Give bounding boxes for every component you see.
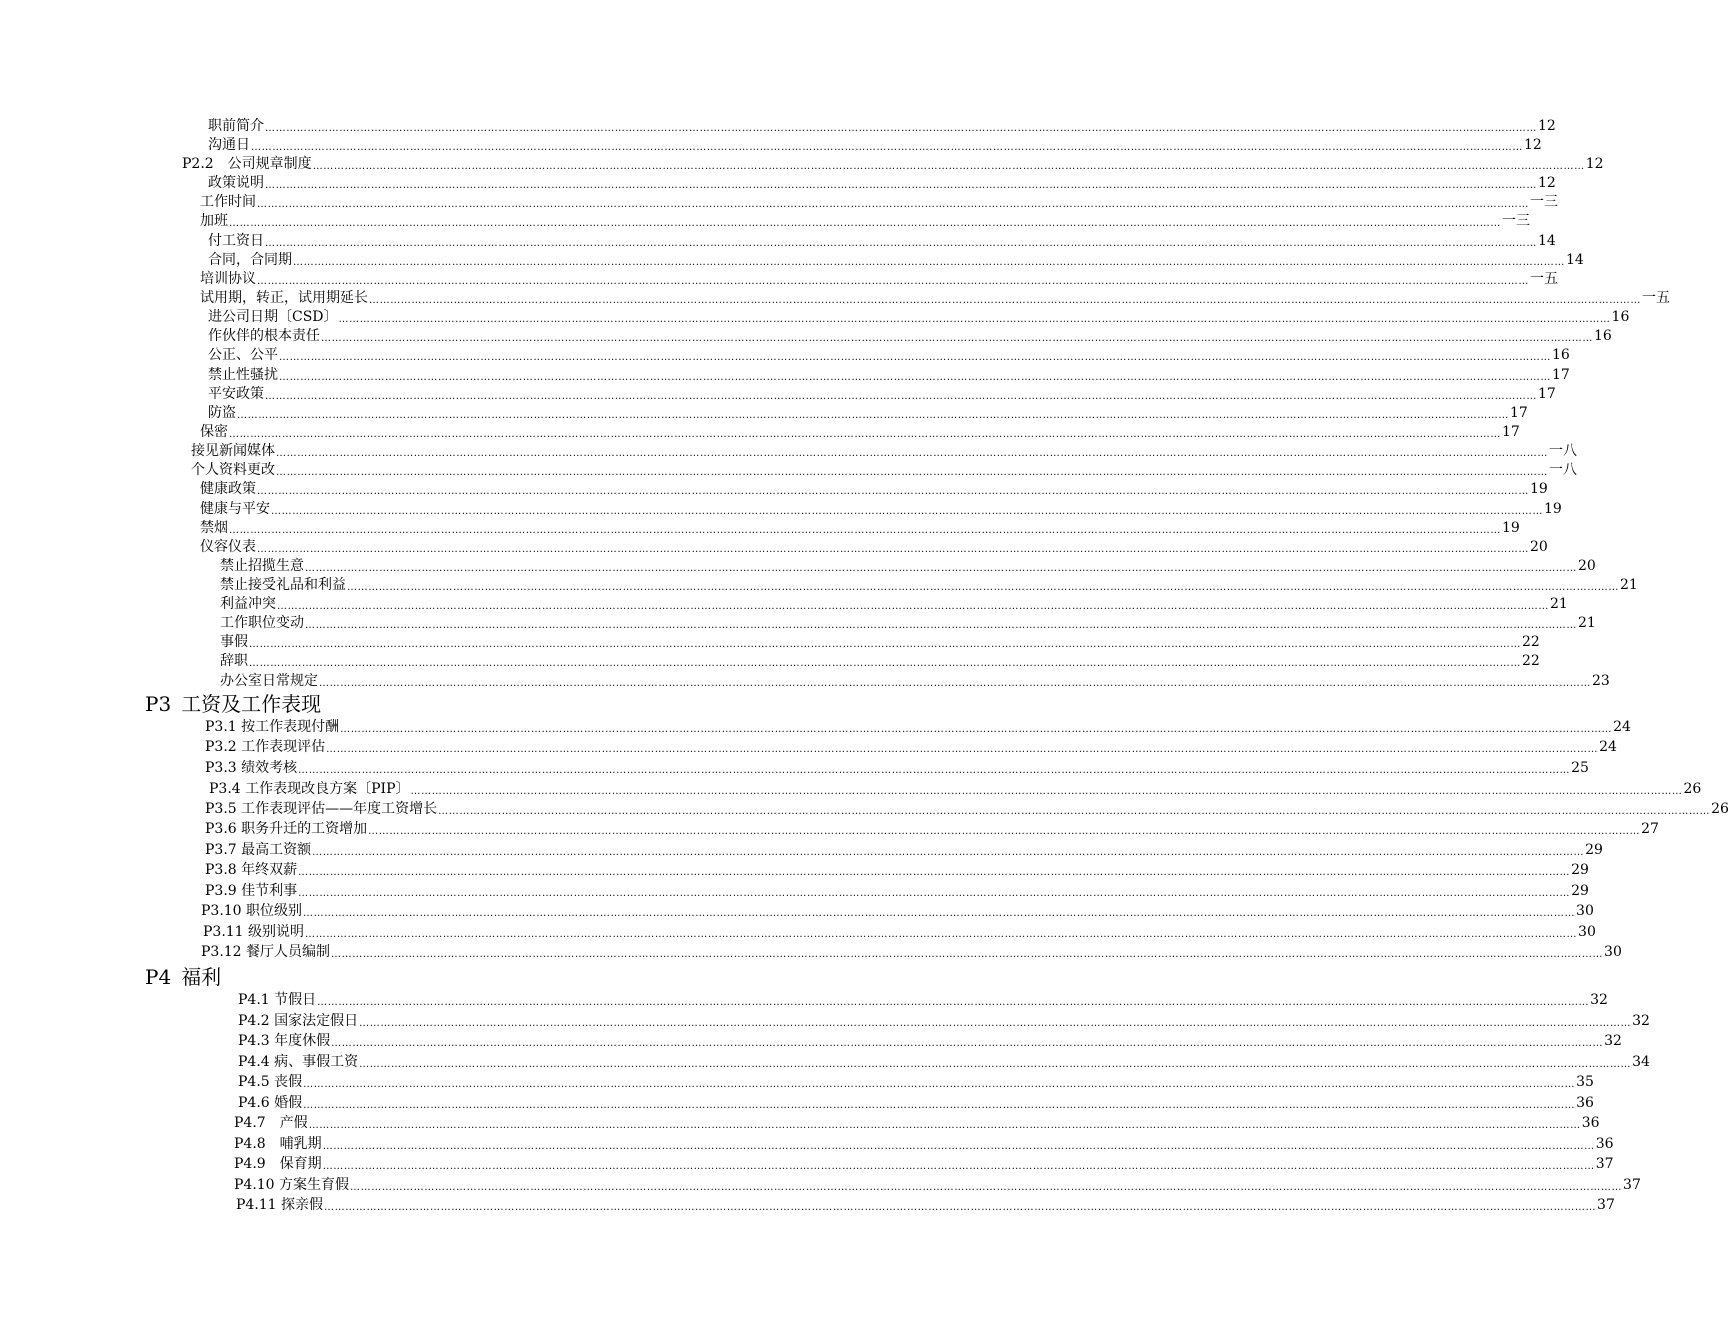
toc-leader: ……………………………………………………………………………………………………………………………………………………………………………………………………………………………………………………………………………………………………………………………… [317,997,1590,1008]
toc-leader: ……………………………………………………………………………………………………………………………………………………………………………………………………………………………………………………………………………………………………………………………… [305,929,1578,940]
toc-line [201,943,1622,962]
toc-leader: ……………………………………………………………………………………………………………………………………………………………………………………………………………………………………………………………………………………………………………………………… [298,888,1571,899]
toc-page-number: 29 [1571,862,1589,878]
toc-line [191,461,1577,480]
toc-label: 接见新闻媒体 [191,443,275,459]
toc-page-number: 37 [1623,1177,1641,1193]
section-number: P3 [145,692,172,716]
toc-page-number: 22 [1522,634,1540,650]
toc-label: 培训协议 [200,271,256,287]
toc-page-number: 17 [1502,424,1520,440]
toc-line [205,718,1631,737]
toc-label: P4.2 国家法定假日 [238,1013,359,1029]
toc-leader: ……………………………………………………………………………………………………………………………………………………………………………………………………………………………………………………………………………………………………………………………… [340,724,1613,735]
toc-leader: ……………………………………………………………………………………………………………………………………………………………………………………………………………………………………………………………………………………………………………………………… [322,1161,1595,1172]
toc-page-number: 24 [1613,719,1631,735]
toc-line [205,800,1729,819]
toc-line [208,346,1570,365]
toc-line [200,212,1530,231]
toc-page-number: 30 [1576,903,1594,919]
section-heading-p4 [145,965,221,989]
toc-line [208,404,1528,423]
toc-leader: ……………………………………………………………………………………………………………………………………………………………………………………………………………………………………………………………………………………………………………………………… [312,847,1585,858]
toc-label: 平安政策 [208,386,264,402]
toc-page-number: 25 [1571,760,1589,776]
toc-line [209,780,1702,799]
toc-page-number: 17 [1538,386,1556,402]
toc-line [234,1114,1600,1133]
toc-leader: ……………………………………………………………………………………………………………………………………………………………………………………………………………………………………………………………………………………………………………………………… [279,372,1551,383]
toc-leader: ……………………………………………………………………………………………………………………………………………………………………………………………………………………………………………………………………………………………………………………………… [265,180,1537,191]
toc-page-number: 23 [1592,673,1610,689]
toc-line [238,991,1608,1010]
toc-label: P4.4 病、事假工资 [238,1054,359,1070]
toc-page-number: 一八 [1549,462,1577,478]
toc-page-number: 20 [1578,558,1596,574]
toc-page-number: 17 [1510,405,1528,421]
toc-line [191,442,1577,461]
toc-leader: ……………………………………………………………………………………………………………………………………………………………………………………………………………………………………………………………………………………………………………………………… [229,429,1501,440]
toc-label: 进公司日期〔CSD〕 [208,309,338,325]
toc-leader: ……………………………………………………………………………………………………………………………………………………………………………………………………………………………………………………………………………………………………………………………… [271,506,1543,517]
toc-line [208,385,1556,404]
toc-label: P3.8 年终双薪 [205,862,298,878]
toc-line [205,841,1603,860]
toc-leader: ……………………………………………………………………………………………………………………………………………………………………………………………………………………………………………………………………………………………………………………………… [265,238,1537,249]
toc-page-number: 12 [1524,137,1542,153]
toc-line [208,327,1612,346]
toc-label: 防盗 [208,405,236,421]
toc-label: 公正、公平 [208,347,278,363]
toc-page-number: 32 [1604,1033,1622,1049]
toc-line [238,1032,1622,1051]
toc-line [238,1073,1594,1092]
toc-page-number: 19 [1530,481,1548,497]
toc-leader: ……………………………………………………………………………………………………………………………………………………………………………………………………………………………………………………………………………………………………………………………… [303,1100,1576,1111]
toc-line [200,193,1558,212]
toc-page-number: 一八 [1549,443,1577,459]
toc-leader: ……………………………………………………………………………………………………………………………………………………………………………………………………………………………………………………………………………………………………………………………… [410,786,1683,797]
toc-label: 仪容仪表 [200,539,256,555]
toc-label: P4.6 婚假 [238,1095,303,1111]
toc-label: P3.1 按工作表现付酬 [205,719,340,735]
toc-page-number: 36 [1581,1115,1600,1131]
toc-label: 健康与平安 [200,501,270,517]
toc-page-number: 27 [1641,821,1659,837]
toc-leader: ……………………………………………………………………………………………………………………………………………………………………………………………………………………………………………………………………………………………………………………………… [321,333,1593,344]
toc-label: 保密 [200,424,228,440]
toc-line [220,614,1596,633]
toc-line [205,820,1659,839]
toc-leader: ……………………………………………………………………………………………………………………………………………………………………………………………………………………………………………………………………………………………………………………………… [237,410,1509,421]
toc-label: 办公室日常规定 [220,673,318,689]
toc-line [200,289,1670,308]
toc-label: P3.11 级别说明 [203,924,305,940]
toc-label: P3.10 职位级别 [201,903,303,919]
toc-label: P2.2 公司规章制度 [182,156,312,172]
toc-line [208,366,1570,385]
toc-leader: ……………………………………………………………………………………………………………………………………………………………………………………………………………………………………………………………………………………………………………………………… [257,544,1529,555]
toc-page-number: 36 [1595,1136,1614,1152]
section-title: 福利 [181,965,222,989]
toc-label: 事假 [220,634,248,650]
toc-leader: ……………………………………………………………………………………………………………………………………………………………………………………………………………………………………………………………………………………………………………………………… [293,257,1565,268]
toc-leader: ……………………………………………………………………………………………………………………………………………………………………………………………………………………………………………………………………………………………………………………………… [322,1141,1595,1152]
toc-leader: ……………………………………………………………………………………………………………………………………………………………………………………………………………………………………………………………………………………………………………………………… [324,1202,1597,1213]
toc-page-number: 21 [1550,596,1568,612]
toc-page-number: 30 [1604,944,1622,960]
toc-leader: ……………………………………………………………………………………………………………………………………………………………………………………………………………………………………………………………………………………………………………………………… [331,949,1604,960]
toc-page-number: 一五 [1642,290,1670,306]
toc-leader: ……………………………………………………………………………………………………………………………………………………………………………………………………………………………………………………………………………………………………………………………… [350,1182,1623,1193]
toc-label: 沟通日 [208,137,250,153]
toc-leader: ……………………………………………………………………………………………………………………………………………………………………………………………………………………………………………………………………………………………………………………………… [359,1018,1632,1029]
toc-line [220,633,1540,652]
toc-page-number: 12 [1585,156,1604,172]
toc-label: P4.8 哺乳期 [234,1136,322,1152]
toc-label: P4.10 方案生育假 [234,1177,350,1193]
toc-page-number: 19 [1502,520,1520,536]
toc-page-number: 32 [1632,1013,1650,1029]
section-title: 工资及工作表现 [181,692,322,716]
toc-page-number: 16 [1611,309,1630,325]
toc-page-number: 21 [1620,577,1638,593]
toc-label: 禁烟 [200,520,228,536]
toc-label: 工作职位变动 [220,615,304,631]
toc-page-number: 22 [1522,653,1540,669]
toc-leader: ……………………………………………………………………………………………………………………………………………………………………………………………………………………………………………………………………………………………………………………………… [305,563,1577,574]
toc-line [200,480,1548,499]
toc-line [220,652,1540,671]
toc-line [208,174,1556,193]
toc-page-number: 24 [1599,739,1617,755]
toc-line [238,1012,1650,1031]
toc-label: P3.5 工作表现评估——年度工资增长 [205,801,438,817]
toc-leader: ……………………………………………………………………………………………………………………………………………………………………………………………………………………………………………………………………………………………………………………………… [249,658,1521,669]
toc-page-number: 一五 [1530,271,1558,287]
toc-page-number: 29 [1585,842,1603,858]
toc-label: 辞职 [220,653,248,669]
toc-leader: ……………………………………………………………………………………………………………………………………………………………………………………………………………………………………………………………………………………………………………………………… [312,161,1585,172]
toc-leader: ……………………………………………………………………………………………………………………………………………………………………………………………………………………………………………………………………………………………………………………………… [305,620,1577,631]
toc-line [205,738,1617,757]
toc-leader: ……………………………………………………………………………………………………………………………………………………………………………………………………………………………………………………………………………………………………………………………… [326,744,1599,755]
toc-line [208,251,1584,270]
toc-page-number: 26 [1683,781,1702,797]
toc-leader: ……………………………………………………………………………………………………………………………………………………………………………………………………………………………………………………………………………………………………………………………… [359,1059,1632,1070]
toc-line [208,232,1556,251]
toc-label: 利益冲突 [220,596,276,612]
toc-page-number: 32 [1590,992,1608,1008]
toc-leader: ……………………………………………………………………………………………………………………………………………………………………………………………………………………………………………………………………………………………………………………………… [298,867,1571,878]
toc-line [205,882,1589,901]
toc-leader: ……………………………………………………………………………………………………………………………………………………………………………………………………………………………………………………………………………………………………………………………… [251,142,1523,153]
toc-leader: ……………………………………………………………………………………………………………………………………………………………………………………………………………………………………………………………………………………………………………………………… [257,199,1529,210]
toc-leader: ……………………………………………………………………………………………………………………………………………………………………………………………………………………………………………………………………………………………………………………………… [279,352,1551,363]
toc-leader: ……………………………………………………………………………………………………………………………………………………………………………………………………………………………………………………………………………………………………………………………… [303,908,1576,919]
toc-line [203,923,1596,942]
toc-page-number: 16 [1594,328,1612,344]
toc-line [200,519,1520,538]
toc-label: P4.1 节假日 [238,992,317,1008]
toc-label: P3.12 餐厅人员编制 [201,944,331,960]
toc-label: 禁止性骚扰 [208,367,278,383]
toc-line [238,1094,1594,1113]
toc-label: 个人资料更改 [191,462,275,478]
section-number: P4 [145,965,172,989]
toc-line [234,1135,1614,1154]
toc-label: 合同，合同期 [208,252,292,268]
toc-line [234,1176,1641,1195]
toc-line [200,270,1558,289]
toc-line [208,136,1542,155]
toc-leader: ……………………………………………………………………………………………………………………………………………………………………………………………………………………………………………………………………………………………………………………………… [265,123,1537,134]
toc-page-number: 21 [1578,615,1596,631]
toc-page-number: 20 [1530,539,1548,555]
toc-leader: ……………………………………………………………………………………………………………………………………………………………………………………………………………………………………………………………………………………………………………………………… [276,448,1548,459]
toc-leader: ……………………………………………………………………………………………………………………………………………………………………………………………………………………………………………………………………………………………………………………………… [369,295,1641,306]
toc-leader: ……………………………………………………………………………………………………………………………………………………………………………………………………………………………………………………………………………………………………………………………… [265,391,1537,402]
toc-label: 禁止接受礼品和利益 [220,577,346,593]
toc-line [200,500,1562,519]
toc-line [236,1196,1615,1215]
toc-page-number: 19 [1544,501,1562,517]
toc-leader: ……………………………………………………………………………………………………………………………………………………………………………………………………………………………………………………………………………………………………………………………… [303,1079,1576,1090]
toc-label: 工作时间 [200,194,256,210]
toc-leader: ……………………………………………………………………………………………………………………………………………………………………………………………………………………………………………………………………………………………………………………………… [319,678,1591,689]
toc-line [234,1155,1614,1174]
toc-label: P3.9 佳节利事 [205,883,298,899]
toc-label: P4.5 丧假 [238,1074,303,1090]
toc-label: P4.11 探亲假 [236,1197,324,1213]
toc-label: P4.7 产假 [234,1115,308,1131]
toc-leader: ……………………………………………………………………………………………………………………………………………………………………………………………………………………………………………………………………………………………………………………………… [249,639,1521,650]
toc-leader: ……………………………………………………………………………………………………………………………………………………………………………………………………………………………………………………………………………………………………………………………… [308,1120,1581,1131]
toc-line [238,1053,1650,1072]
toc-page-number: 34 [1632,1054,1650,1070]
toc-line [208,117,1556,136]
toc-label: 职前简介 [208,118,264,134]
toc-line [200,423,1520,442]
toc-page-number: 16 [1552,347,1570,363]
toc-leader: ……………………………………………………………………………………………………………………………………………………………………………………………………………………………………………………………………………………………………………………………… [229,218,1501,229]
toc-label: P3.7 最高工资额 [205,842,312,858]
toc-leader: ……………………………………………………………………………………………………………………………………………………………………………………………………………………………………………………………………………………………………………………………… [368,826,1641,837]
toc-leader: ……………………………………………………………………………………………………………………………………………………………………………………………………………………………………………………………………………………………………………………………… [257,276,1529,287]
toc-page-number: 14 [1538,233,1556,249]
toc-label: P4.9 保育期 [234,1156,322,1172]
toc-label: 付工资日 [208,233,264,249]
toc-label: 试用期，转正，试用期延长 [200,290,368,306]
toc-line [201,902,1594,921]
toc-leader: ……………………………………………………………………………………………………………………………………………………………………………………………………………………………………………………………………………………………………………………………… [331,1038,1604,1049]
toc-page-number: 37 [1597,1197,1615,1213]
toc-label: P3.2 工作表现评估 [205,739,326,755]
toc-leader: ……………………………………………………………………………………………………………………………………………………………………………………………………………………………………………………………………………………………………………………………… [277,601,1549,612]
toc-line [220,672,1610,691]
toc-line [220,557,1596,576]
toc-page-number: 29 [1571,883,1589,899]
toc-line [182,155,1604,174]
toc-leader: ……………………………………………………………………………………………………………………………………………………………………………………………………………………………………………………………………………………………………………………………… [338,314,1611,325]
toc-page-number: 30 [1578,924,1596,940]
toc-leader: ……………………………………………………………………………………………………………………………………………………………………………………………………………………………………………………………………………………………………………………………… [229,525,1501,536]
toc-line [208,308,1630,327]
toc-page-number: 12 [1538,175,1556,191]
toc-page-number: 37 [1595,1156,1614,1172]
toc-page-number: 26 [1711,801,1729,817]
toc-leader: ……………………………………………………………………………………………………………………………………………………………………………………………………………………………………………………………………………………………………………………………… [438,806,1711,817]
toc-leader: ……………………………………………………………………………………………………………………………………………………………………………………………………………………………………………………………………………………………………………………………… [257,486,1529,497]
toc-leader: ……………………………………………………………………………………………………………………………………………………………………………………………………………………………………………………………………………………………………………………………… [276,467,1548,478]
toc-page-number: 14 [1566,252,1584,268]
toc-page-number: 12 [1538,118,1556,134]
toc-label: 政策说明 [208,175,264,191]
toc-label: P3.6 职务升迁的工资增加 [205,821,368,837]
toc-label: 健康政策 [200,481,256,497]
toc-leader: ……………………………………………………………………………………………………………………………………………………………………………………………………………………………………………………………………………………………………………………………… [298,765,1571,776]
toc-label: 作伙伴的根本责任 [208,328,320,344]
toc-page-number: 17 [1552,367,1570,383]
toc-line [200,538,1548,557]
toc-line [205,861,1589,880]
toc-page-number: 一三 [1502,213,1530,229]
toc-page-number: 35 [1576,1074,1594,1090]
toc-line [220,576,1638,595]
toc-page-number: 36 [1576,1095,1594,1111]
toc-label: P4.3 年度休假 [238,1033,331,1049]
toc-line [205,759,1589,778]
toc-page-number: 一三 [1530,194,1558,210]
toc-label: 加班 [200,213,228,229]
toc-leader: ……………………………………………………………………………………………………………………………………………………………………………………………………………………………………………………………………………………………………………………………… [347,582,1619,593]
section-heading-p3 [145,692,321,716]
toc-line [220,595,1568,614]
toc-label: P3.3 绩效考核 [205,760,298,776]
toc-label: 禁止招揽生意 [220,558,304,574]
toc-label: P3.4 工作表现改良方案〔PIP〕 [209,781,410,797]
